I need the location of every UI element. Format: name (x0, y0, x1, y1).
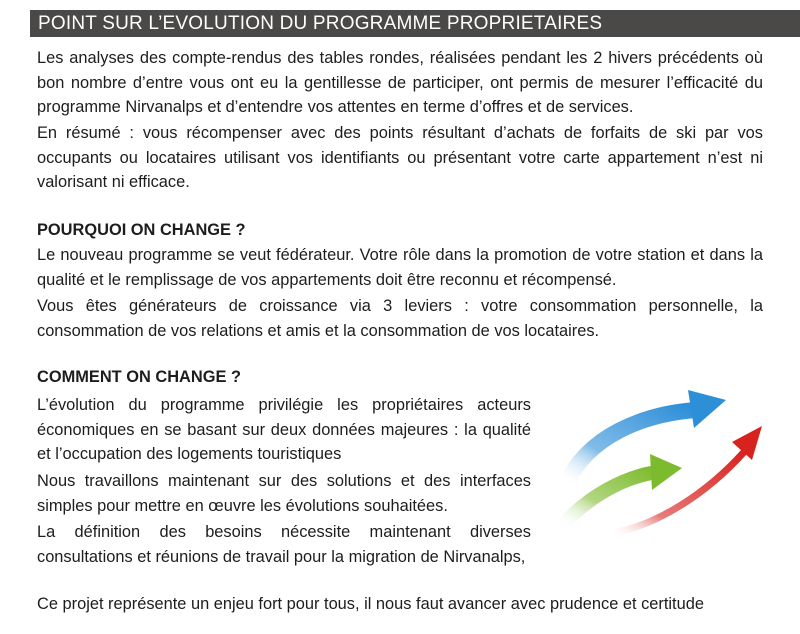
intro-paragraph-2: En résumé : vous récompenser avec des points résultant d’achats de forfaits de ski par vos occupants ou locataires utilisant vos identifiants ou présentant votre carte appartement n’est ni valorisant ni efficace. (37, 124, 763, 191)
section-title: POINT SUR L’EVOLUTION DU PROGRAMME PROPRIETAIRES (30, 10, 800, 37)
growth-arrows-icon (548, 376, 772, 540)
closing-statement: Ce projet représente un enjeu fort pour tous, il nous faut avancer avec prudence et certitude (37, 595, 704, 613)
how-paragraph-1: L’évolution du programme privilégie les propriétaires acteurs économiques en se basant sur deux données majeures : la qualité et l’occupation des logements touristiques (37, 396, 531, 463)
green-arrowhead (650, 454, 682, 490)
how-paragraph-2: Nous travaillons maintenant sur des solutions et des interfaces simples pour mettre en œuvre les évolutions souhaitées. (37, 472, 531, 515)
how-heading: COMMENT ON CHANGE ? (37, 368, 241, 386)
why-paragraph-1: Le nouveau programme se veut fédérateur. Votre rôle dans la promotion de votre station et dans la qualité et le remplissage de vos appartements doit être reconnu et récompensé. (37, 246, 763, 289)
blue-arrowhead (688, 390, 726, 428)
how-paragraph-3: La définition des besoins nécessite maintenant diverses consultations et réunions de travail pour la migration de Nirvanalps, (37, 523, 531, 566)
intro-paragraph-1: Les analyses des compte-rendus des tables rondes, réalisées pendant les 2 hivers précédents où bon nombre d’entre vous ont eu la gentillesse de participer, ont permis de mesurer l’efficacité du programme Nirvanalps et d’entendre vos attentes en terme d’offres et de services. (37, 49, 763, 116)
red-arrowhead (732, 426, 762, 460)
why-paragraph-2: Vous êtes générateurs de croissance via 3 leviers : votre consommation personnelle, la consommation de vos relations et amis et la consommation de vos locataires. (37, 297, 763, 340)
why-heading: POURQUOI ON CHANGE ? (37, 221, 246, 239)
